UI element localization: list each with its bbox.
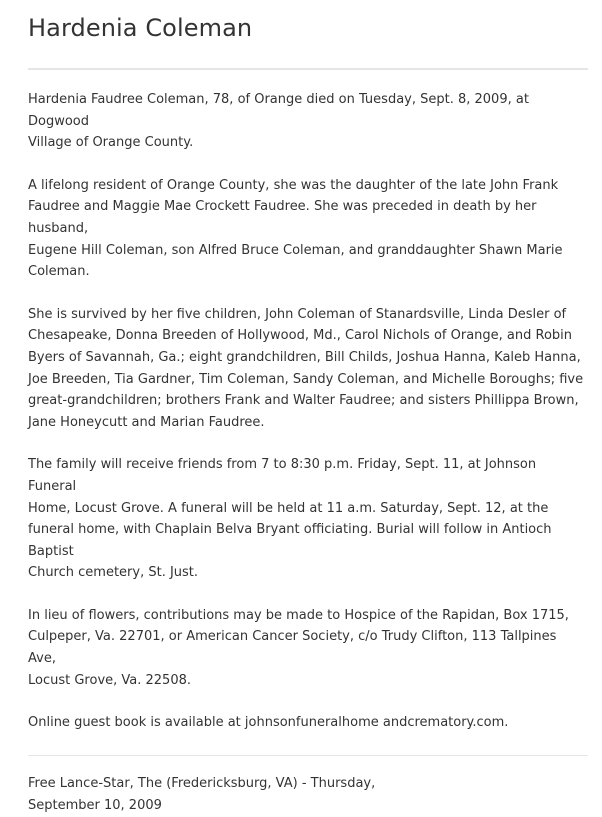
source-divider (28, 755, 588, 756)
obituary-page (28, 0, 588, 817)
article-body (28, 89, 588, 734)
source-citation: Free Lance-Star, The (Fredericksburg, VA) - Thursday, September 10, 2009 (28, 775, 376, 813)
paragraph-contributions: In lieu of flowers, contributions may be made to Hospice of the Rapidan, Box 1715, Culpeper, Va. 22701, or American Cancer Society, c/o Trudy Clifton, 113 Tallpines Ave, Locust Grove, Va. 22508. (28, 607, 569, 688)
paragraph-survivors: She is survived by her five children, John Coleman of Stanardsville, Linda Desler of Chesapeake, Donna Breeden of Hollywood, Md., Carol Nichols of Orange, and Robin Byers of Savannah, Ga.; eight grandchildren, Bill Childs, Joshua Hanna, Kaleb Hanna, Joe Breeden, Tia Gardner, Tim Coleman, Sandy Coleman, and Michelle Boroughs; five great-grandchildren; brothers Frank and Walter Faudree; and sisters Phillippa Brown, Jane Honeycutt and Marian Faudree. (28, 306, 584, 430)
paragraph-guest-book: Online guest book is available at johnsonfuneralhome andcrematory.com. (28, 715, 509, 731)
paragraph-family-background: A lifelong resident of Orange County, she was the daughter of the late John Frank Faudree and Maggie Mae Crockett Faudree. She was preceded in death by her husband, Eugene Hill Coleman, son Alfred Bruce Coleman, and granddaughter Shawn Marie Coleman. (28, 177, 563, 280)
title-divider (28, 68, 588, 70)
paragraph-death-notice: Hardenia Faudree Coleman, 78, of Orange died on Tuesday, Sept. 8, 2009, at Dogwood Village of Orange County. (28, 92, 529, 151)
paragraph-services: The family will receive friends from 7 to 8:30 p.m. Friday, Sept. 11, at Johnson Funeral Home, Locust Grove. A funeral will be held at 11 a.m. Saturday, Sept. 12, at the funeral home, with Chaplain Belva Bryant officiating. Burial will follow in Antioch Baptist Church cemetery, St. Just. (28, 457, 552, 581)
page-title: Hardenia Coleman (28, 14, 253, 42)
